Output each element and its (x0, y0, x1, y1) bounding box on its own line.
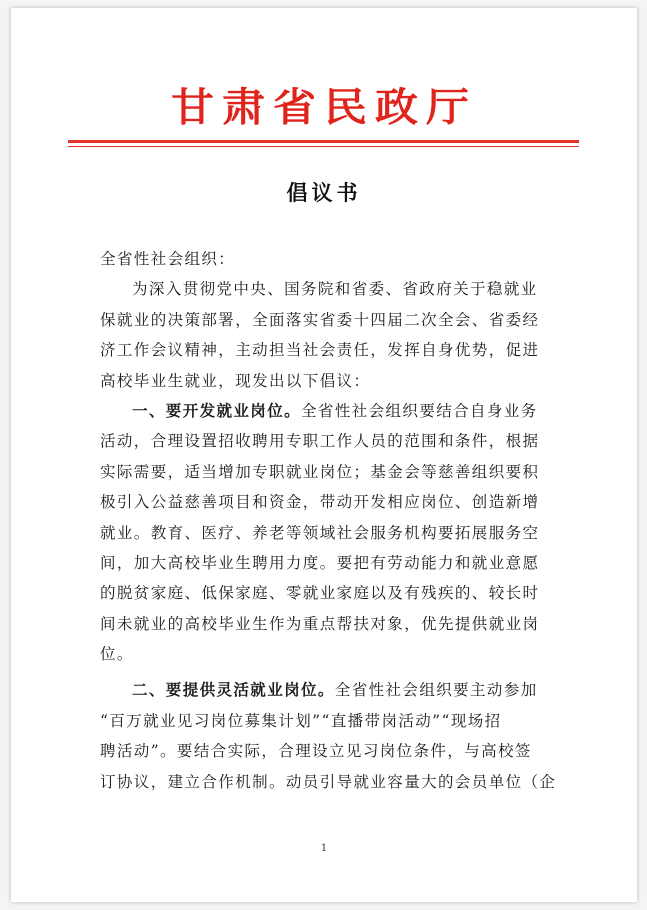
section1-line: 间，加大高校毕业生聘用力度。要把有劳动能力和就业意愿 (100, 553, 540, 572)
intro-line: 保就业的决策部署，全面落实省委十四届二次全会、省委经 (100, 310, 540, 329)
page-number: 1 (320, 843, 328, 854)
document-body (100, 244, 560, 797)
section2-line: 订协议，建立合作机制。动员引导就业容量大的会员单位（企 (100, 772, 557, 791)
section1-line: 间未就业的高校毕业生作为重点帮扶对象，优先提供就业岗 (100, 614, 540, 633)
section1-heading: 一、要开发就业岗位。 (132, 400, 302, 420)
intro-line: 高校毕业生就业，现发出以下倡议： (100, 371, 371, 390)
document-title: 倡议书 (286, 180, 362, 205)
salutation: 全省性社会组织： (100, 250, 236, 268)
letterhead-rule-thin (68, 146, 579, 147)
section2-first-line-text: 全省性社会组织要主动参加 (334, 681, 538, 700)
intro-line: 济工作会议精神，主动担当社会责任，发挥自身优势，促进 (100, 341, 540, 360)
section2-heading: 二、要提供灵活就业岗位。 (132, 680, 335, 700)
document-page (11, 8, 637, 902)
section1-first-line-text: 全省性社会组织要结合自身业务 (301, 401, 538, 420)
section1-line: 位。 (100, 645, 134, 664)
section1-line: 活动，合理设置招收聘用专职工作人员的范围和条件，根据 (100, 432, 540, 451)
section1-line: 的脱贫家庭、低保家庭、零就业家庭以及有残疾的、较长时 (100, 584, 540, 603)
section2-line: “百万就业见习岗位募集计划”“直播带岗活动”“现场招 (100, 711, 502, 730)
letterhead-org-name: 甘肃省民政厅 (171, 85, 477, 131)
section1-line: 实际需要，适当增加专职就业岗位；基金会等慈善组织要积 (100, 462, 540, 481)
section2-line: 聘活动”。要结合实际，合理设立见习岗位条件，与高校签 (100, 742, 532, 761)
section2-first-line (100, 675, 560, 705)
section1-first-line (100, 396, 560, 426)
letterhead-rule-thick (68, 140, 579, 143)
section1-line: 就业。教育、医疗、养老等领域社会服务机构要拓展服务空 (100, 523, 540, 542)
intro-line: 为深入贯彻党中央、国务院和省委、省政府关于稳就业 (132, 280, 538, 299)
section1-line: 极引入公益慈善项目和资金，带动开发相应岗位、创造新增 (100, 493, 540, 512)
